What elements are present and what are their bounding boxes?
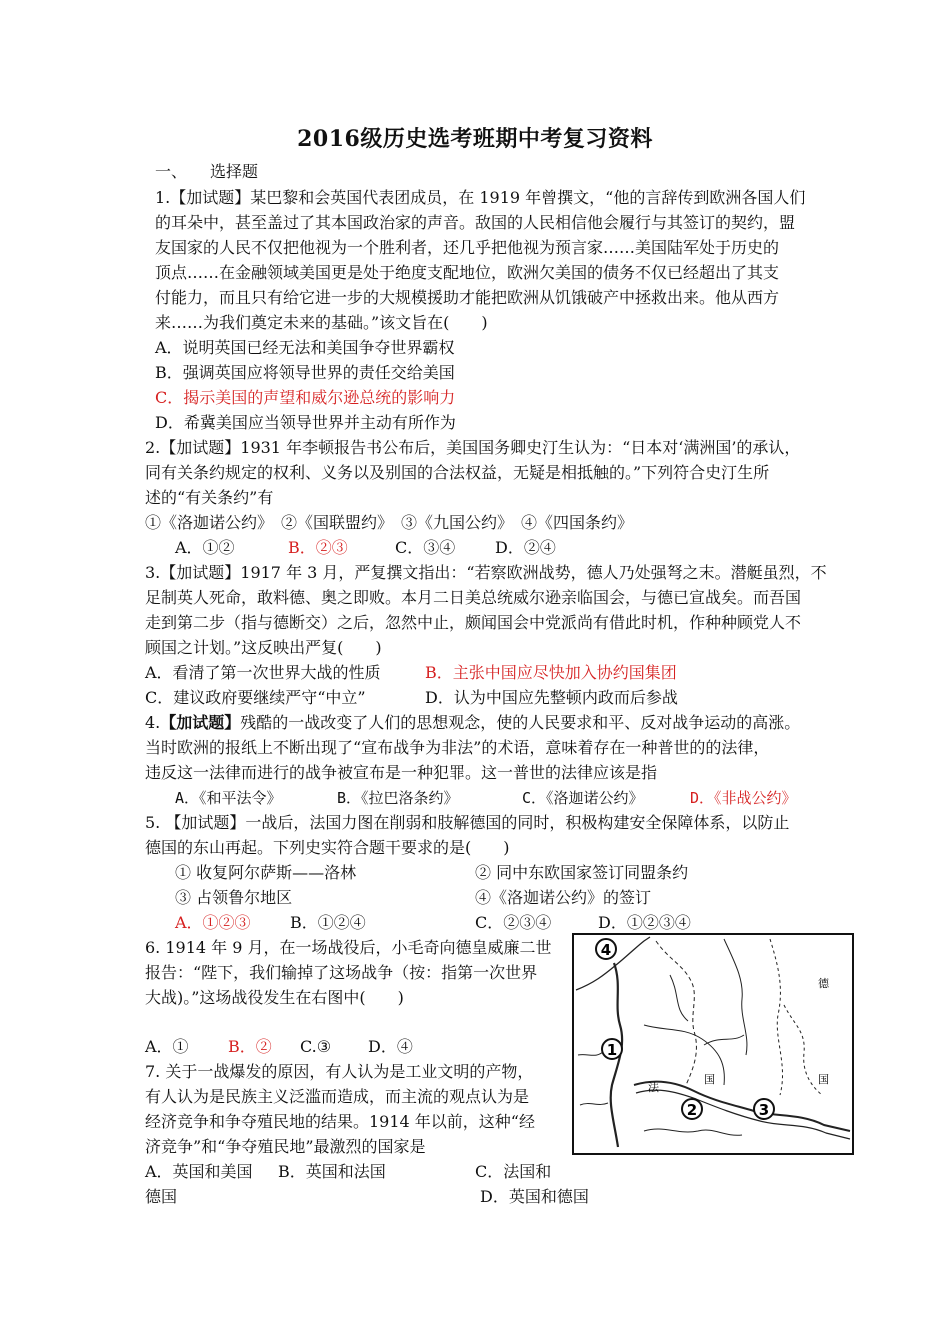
svg-text:4: 4 [600,941,612,959]
q7-option-d: D．英国和德国 [480,1187,589,1206]
q4-first-line [145,711,800,735]
q6-option-d: D．④ [368,1037,413,1056]
q1-option-a: A．说明英国已经无法和美国争夺世界霸权 [155,338,455,357]
q5-option-c: C．②③④ [475,913,552,932]
q5-option-b: B．①②④ [290,913,366,932]
q6-line: 6. 1914 年 9 月，在一场战役后，小毛奇向德皇威廉二世 [145,938,552,957]
section-heading: 选择题 [210,162,259,181]
q3-option-a: A．看清了第一次世界大战的性质 [145,663,381,682]
q3-line: 足制英人死命，敢料德、奥之即败。本月二日美总统威尔逊亲临国会，与德已宣战矣。而吾国 [145,588,802,607]
svg-text:3: 3 [758,1101,770,1119]
q4-number: 4. [145,713,161,732]
q5-option-d: D．①②③④ [598,913,691,932]
svg-text:1: 1 [606,1041,618,1059]
q7-line: 经济竞争和争夺殖民地的结果。1914 年以前，这种“经 [145,1112,535,1131]
q4-option-b: B．《拉巴洛条约》 [337,789,459,807]
q6-line: 大战)。”这场战役发生在右图中( ) [145,988,404,1007]
q7-option-a: A．英国和美国 [145,1162,253,1181]
q2-option-a: A．①② [175,538,235,557]
q5-item-3: ③ 占领鲁尔地区 [175,888,293,907]
map-label-guo: 国 [818,1073,829,1086]
q3-option-d: D．认为中国应先整顿内政而后参战 [425,688,678,707]
q5-option-a-answer: A．①②③ [175,913,251,932]
q1-option-d: D．希冀美国应当领导世界并主动有所作为 [155,413,456,432]
map-marker-3 [754,1099,774,1119]
map-label-fa: 法 [648,1081,659,1094]
battle-map-icon [574,935,852,1153]
q2-line: 述的“有关条约”有 [145,488,274,507]
q3-option-b-answer: B．主张中国应尽快加入协约国集团 [425,663,677,682]
q5-item-1: ① 收复阿尔萨斯——洛林 [175,863,357,882]
q4-line: 违反这一法律而进行的战争被宣布是一种犯罪。这一普世的法律应该是指 [145,763,658,782]
q2-items: ①《洛迦诺公约》 ②《国联盟约》 ③《九国公约》 ④《四国条约》 [145,513,634,532]
q2-option-c: C．③④ [395,538,456,557]
map-marker-4 [596,939,616,959]
q5-item-2: ② 同中东欧国家签订同盟条约 [475,863,689,882]
q6-option-a: A．① [145,1037,189,1056]
q3-line: 走到第二步（指与德断交）之后，忽然中止，颇闻国会中党派尚有借此时机，作种种顾党人不 [145,613,802,632]
q1-line: 付能力，而且只有给它进一步的大规模援助才能把欧洲从饥饿破产中拯救出来。他从西方 [155,288,780,307]
q4-tag: 【加试题】 [160,713,241,732]
q1-option-b: B．强调英国应将领导世界的责任交给美国 [155,363,455,382]
q2-option-d: D．②④ [495,538,556,557]
q3-option-c: C．建议政府要继续严守“中立” [145,688,366,707]
q7-line: 有人认为是民族主义泛滥而造成，而主流的观点认为是 [145,1087,530,1106]
q7-option-c: C．法国和 [475,1162,552,1181]
q5-item-4: ④《洛迦诺公约》的签订 [475,888,652,907]
q1-line: 友国家的人民不仅把他视为一个胜利者，还几乎把他视为预言家……美国陆军处于历史的 [155,238,780,257]
battle-map-figure [572,933,854,1155]
q2-line: 同有关条约规定的权利、义务以及别国的合法权益，无疑是相抵触的。”下列符合史汀生所 [145,463,770,482]
q1-line: 来……为我们奠定未来的基础。”该文旨在( ) [155,313,488,332]
page-title: 2016级历史选考班期中考复习资料 [297,126,653,152]
q7-option-b: B．英国和法国 [278,1162,386,1181]
q5-line: 5. 【加试题】一战后，法国力图在削弱和肢解德国的同时，积极构建安全保障体系，以防止 [145,813,790,832]
q1-line: 的耳朵中，甚至盖过了其本国政治家的声音。敌国的人民相信他会履行与其签订的契约，盟 [155,213,796,232]
section-number: 一、 [155,162,188,181]
q7-line: 7. 关于一战爆发的原因，有人认为是工业文明的产物， [145,1062,534,1081]
map-marker-1 [602,1039,622,1059]
q2-option-b-answer: B．②③ [288,538,348,557]
q6-line: 报告：“陛下，我们输掉了这场战争（按：指第一次世界 [145,963,538,982]
q6-option-b-answer: B．② [228,1037,272,1056]
q7-line: 济竞争”和“争夺殖民地”最激烈的国家是 [145,1137,426,1156]
q6-option-c: C.③ [300,1037,332,1056]
q2-line: 2.【加试题】1931 年李顿报告书公布后，美国国务卿史汀生认为：“日本对‘满洲国’的承认， [145,438,801,457]
q4-option-d-answer: D．《非战公约》 [690,789,797,807]
q5-line: 德国的东山再起。下列史实符合题干要求的是( ) [145,838,510,857]
q1-line: 顶点……在金融领域美国更是处于绝度支配地位，欧洲欠美国的债务不仅已经超出了其支 [155,263,780,282]
q3-line: 3.【加试题】1917 年 3 月，严复撰文指出：“若察欧洲战势，德人乃处强弩之末。潜艇虽烈，不 [145,563,827,582]
map-marker-2 [682,1099,702,1119]
q4-line: 残酷的一战改变了人们的思想观念，使的人民要求和平、反对战争运动的高涨。 [240,713,801,732]
q1-option-c-answer: C．揭示美国的声望和威尔逊总统的影响力 [155,388,456,407]
q1-line: 1.【加试题】某巴黎和会英国代表团成员，在 1919 年曾撰文，“他的言辞传到欧洲各国人们 [155,188,806,207]
map-label-de: 德 [818,977,829,990]
q4-line: 当时欧洲的报纸上不断出现了“宣布战争为非法”的术语，意味着存在一种普世的的法律， [145,738,770,757]
map-label-guo: 国 [704,1073,715,1086]
svg-text:2: 2 [686,1101,698,1119]
q4-option-c: C．《洛迦诺公约》 [522,789,644,807]
q7-option-c-cont: 德国 [145,1187,178,1206]
q3-line: 顾国之计划。”这反映出严复( ) [145,638,382,657]
q4-option-a: A．《和平法令》 [175,789,282,807]
